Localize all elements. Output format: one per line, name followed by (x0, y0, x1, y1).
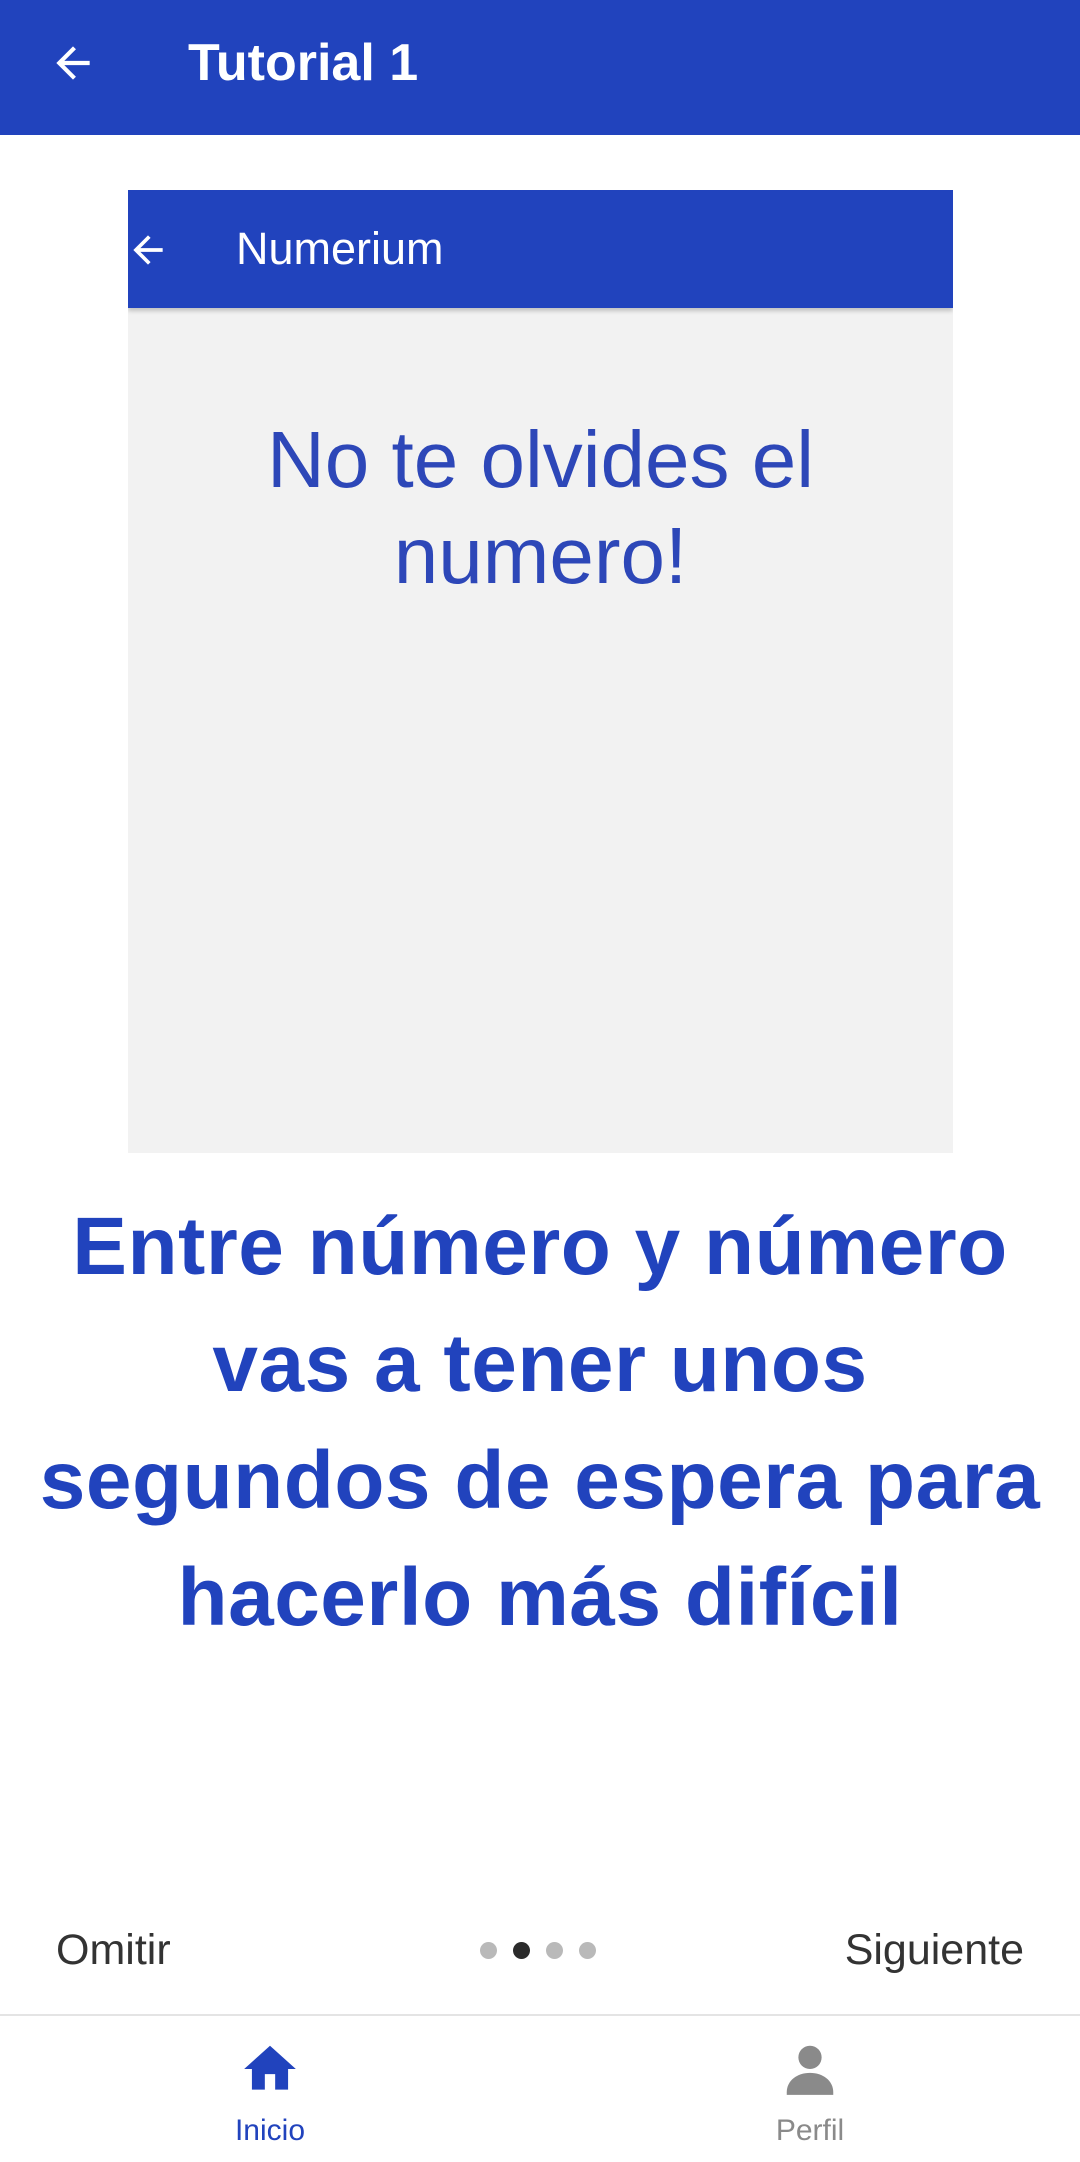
page-dot-3[interactable] (546, 1942, 563, 1959)
person-icon (779, 2038, 841, 2100)
tutorial-controls (0, 1905, 1080, 1995)
page-dot-1[interactable] (480, 1942, 497, 1959)
arrow-left-icon (48, 38, 98, 88)
page-dot-4[interactable] (579, 1942, 596, 1959)
bottom-navigation (0, 2014, 1080, 2160)
next-button[interactable]: Siguiente (844, 1925, 1024, 1974)
page-dot-2[interactable] (513, 1942, 530, 1959)
nav-item-inicio[interactable] (0, 2016, 540, 2162)
back-button[interactable] (38, 28, 108, 98)
home-icon (239, 2038, 301, 2100)
preview-app-bar (128, 190, 953, 308)
nav-label-perfil: Perfil (775, 2114, 845, 2147)
app-bar (0, 0, 1080, 135)
nav-label-inicio: Inicio (234, 2114, 306, 2147)
tutorial-description: Entre número y número vas a tener unos segundos de espera para hacerlo más difícil (39, 1201, 1041, 1643)
nav-item-perfil[interactable] (540, 2016, 1080, 2162)
preview-back-icon (128, 222, 176, 278)
skip-button[interactable]: Omitir (56, 1925, 171, 1974)
preview-app-title: Numerium (236, 223, 444, 274)
page-indicator (480, 1905, 596, 1995)
tutorial-screenshot (128, 190, 953, 1153)
page-title: Tutorial 1 (188, 33, 419, 92)
preview-message: No te olvides el numero! (267, 415, 814, 600)
